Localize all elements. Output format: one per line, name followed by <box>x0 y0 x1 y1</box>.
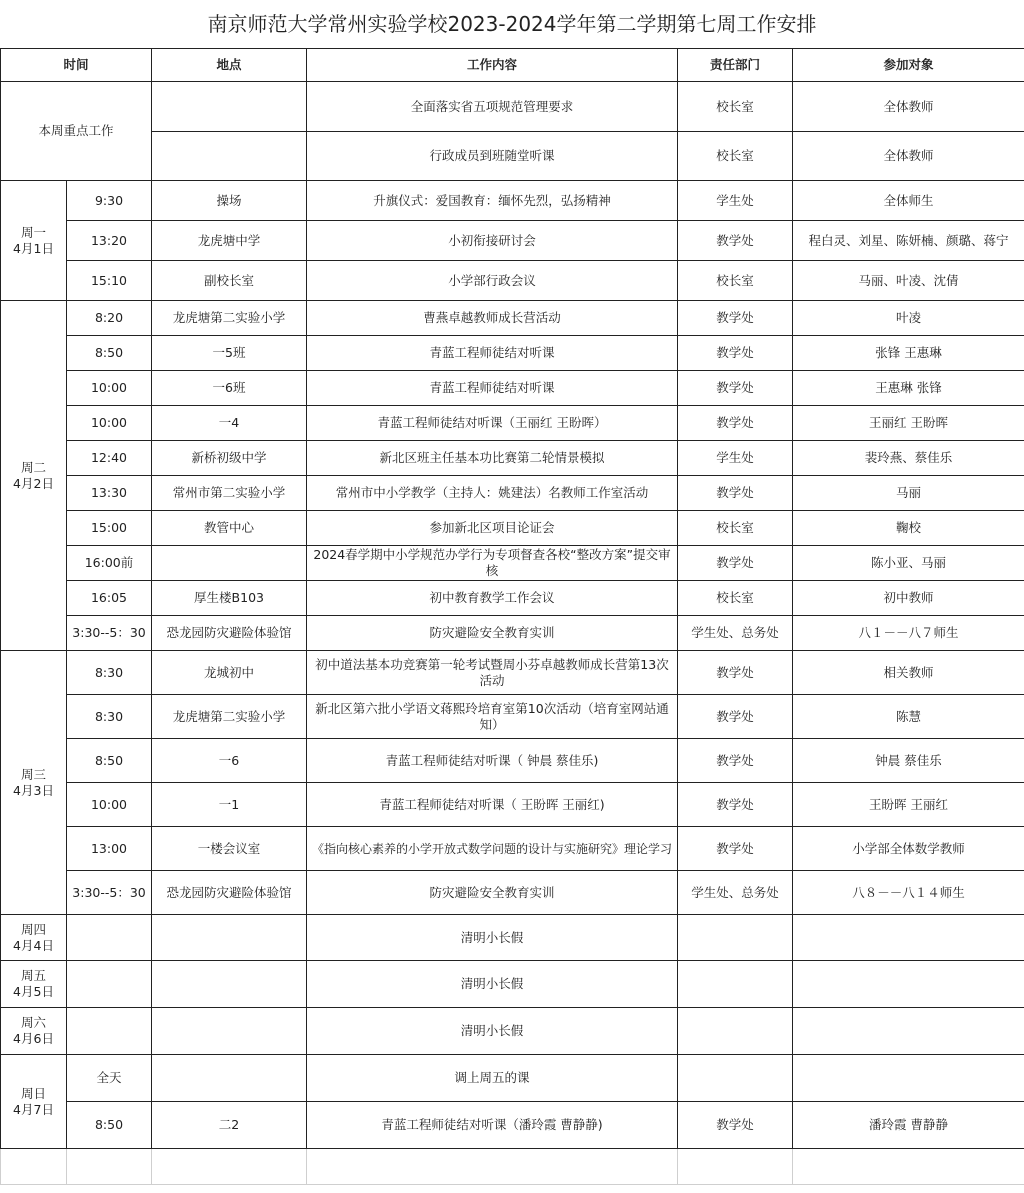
content-cell: 清明小长假 <box>307 915 678 961</box>
header-place: 地点 <box>152 49 307 82</box>
time-cell: 15:00 <box>67 511 152 546</box>
dept-cell: 教学处 <box>678 476 793 511</box>
place-cell: 龙虎塘第二实验小学 <box>152 695 307 739</box>
content-cell: 青蓝工程师徒结对听课 <box>307 336 678 371</box>
place-cell: 龙城初中 <box>152 651 307 695</box>
target-cell: 全体教师 <box>793 82 1024 132</box>
place-cell: 一楼会议室 <box>152 827 307 871</box>
target-cell: 小学部全体数学教师 <box>793 827 1024 871</box>
date: 4月6日 <box>13 1031 54 1046</box>
dept-cell: 教学处 <box>678 301 793 336</box>
empty-cell <box>152 1149 307 1185</box>
table-row <box>1 336 1024 371</box>
target-cell: 鞠校 <box>793 511 1024 546</box>
empty-cell <box>793 1149 1024 1185</box>
dept-cell: 校长室 <box>678 511 793 546</box>
table-row <box>1 871 1024 915</box>
target-cell: 马丽 <box>793 476 1024 511</box>
place-cell: 一4 <box>152 406 307 441</box>
table-row <box>1 476 1024 511</box>
table-row <box>1 961 1024 1008</box>
table-row <box>1 261 1024 301</box>
time-cell: 8:50 <box>67 336 152 371</box>
dept-cell: 教学处 <box>678 1102 793 1149</box>
time-cell <box>67 1008 152 1055</box>
table-row <box>1 511 1024 546</box>
target-cell: 王惠琳 张锋 <box>793 371 1024 406</box>
target-cell: 初中教师 <box>793 581 1024 616</box>
time-cell: 13:30 <box>67 476 152 511</box>
time-cell: 8:20 <box>67 301 152 336</box>
time-cell: 9:30 <box>67 181 152 221</box>
time-cell: 13:20 <box>67 221 152 261</box>
day-cell <box>1 651 67 915</box>
table-row <box>1 1102 1024 1149</box>
content-cell: 调上周五的课 <box>307 1055 678 1102</box>
day-cell <box>1 301 67 651</box>
time-cell: 16:00前 <box>67 546 152 581</box>
content-cell: 防灾避险安全教育实训 <box>307 871 678 915</box>
dept-cell: 校长室 <box>678 132 793 181</box>
table-row <box>1 181 1024 221</box>
content-cell: 小初衔接研讨会 <box>307 221 678 261</box>
dept-cell <box>678 915 793 961</box>
weekday: 周六 <box>20 1015 46 1030</box>
dept-cell: 学生处 <box>678 441 793 476</box>
table-row <box>1 132 1024 181</box>
dept-cell: 教学处 <box>678 546 793 581</box>
table-row <box>1 441 1024 476</box>
target-cell: 裴玲燕、蔡佳乐 <box>793 441 1024 476</box>
place-cell <box>152 915 307 961</box>
dept-cell: 教学处 <box>678 739 793 783</box>
header-dept: 责任部门 <box>678 49 793 82</box>
day-cell <box>1 915 67 961</box>
weekday: 周二 <box>20 459 46 475</box>
content-cell: 青蓝工程师徒结对听课（ 王盼晖 王丽红) <box>307 783 678 827</box>
time-cell: 15:10 <box>67 261 152 301</box>
table-row <box>1 616 1024 651</box>
table-row <box>1 406 1024 441</box>
target-cell: 八８－－八１４师生 <box>793 871 1024 915</box>
target-cell: 全体师生 <box>793 181 1024 221</box>
time-cell: 8:30 <box>67 695 152 739</box>
target-cell: 程白灵、刘星、陈妍楠、颜璐、蒋宁 <box>793 221 1024 261</box>
place-cell: 常州市第二实验小学 <box>152 476 307 511</box>
content-cell: 清明小长假 <box>307 1008 678 1055</box>
time-cell: 全天 <box>67 1055 152 1102</box>
dept-cell: 教学处 <box>678 695 793 739</box>
table-row <box>1 915 1024 961</box>
empty-cell <box>307 1149 678 1185</box>
place-cell: 一1 <box>152 783 307 827</box>
content-cell: 行政成员到班随堂听课 <box>307 132 678 181</box>
target-cell: 相关教师 <box>793 651 1024 695</box>
place-cell: 新桥初级中学 <box>152 441 307 476</box>
content-cell: 青蓝工程师徒结对听课（潘玲霞 曹静静) <box>307 1102 678 1149</box>
place-cell <box>152 132 307 181</box>
table-row <box>1 827 1024 871</box>
page-title: 南京师范大学常州实验学校2023-2024学年第二学期第七周工作安排 <box>207 12 817 36</box>
place-cell: 厚生楼B103 <box>152 581 307 616</box>
content-cell: 升旗仪式：爱国教育：缅怀先烈，弘扬精神 <box>307 181 678 221</box>
place-cell <box>152 1008 307 1055</box>
weekday: 周四 <box>20 921 46 937</box>
content-cell: 常州市中小学教学（主持人：姚建法）名教师工作室活动 <box>307 476 678 511</box>
dept-cell: 学生处、总务处 <box>678 616 793 651</box>
place-cell: 恐龙园防灾避险体验馆 <box>152 871 307 915</box>
place-cell: 一5班 <box>152 336 307 371</box>
time-cell: 8:50 <box>67 1102 152 1149</box>
target-cell: 全体教师 <box>793 132 1024 181</box>
dept-cell: 教学处 <box>678 827 793 871</box>
date: 4月3日 <box>13 782 54 798</box>
time-cell: 3:30--5：30 <box>67 616 152 651</box>
time-cell: 12:40 <box>67 441 152 476</box>
table-row <box>1 82 1024 132</box>
place-cell: 恐龙园防灾避险体验馆 <box>152 616 307 651</box>
time-cell: 13:00 <box>67 827 152 871</box>
dept-cell: 校长室 <box>678 82 793 132</box>
target-cell <box>793 1055 1024 1102</box>
dept-cell: 校长室 <box>678 581 793 616</box>
target-cell <box>793 1008 1024 1055</box>
date: 4月4日 <box>13 937 54 953</box>
table-row <box>1 739 1024 783</box>
header-target: 参加对象 <box>793 49 1024 82</box>
target-cell: 王丽红 王盼晖 <box>793 406 1024 441</box>
weekday: 周一 <box>20 224 46 240</box>
date: 4月1日 <box>13 240 54 256</box>
dept-cell <box>678 1008 793 1055</box>
content-cell: 初中教育教学工作会议 <box>307 581 678 616</box>
table-row <box>1 371 1024 406</box>
table-row <box>1 1055 1024 1102</box>
date: 4月2日 <box>13 475 54 491</box>
day-cell <box>1 181 67 301</box>
dept-cell: 校长室 <box>678 261 793 301</box>
content-cell: 青蓝工程师徒结对听课 <box>307 371 678 406</box>
target-cell: 王盼晖 王丽红 <box>793 783 1024 827</box>
time-cell: 10:00 <box>67 371 152 406</box>
target-cell: 钟晨 蔡佳乐 <box>793 739 1024 783</box>
content-cell: 参加新北区项目论证会 <box>307 511 678 546</box>
place-cell <box>152 546 307 581</box>
content-cell: 2024春学期中小学规范办学行为专项督查各校“整改方案”提交审核 <box>307 546 678 581</box>
place-cell <box>152 1055 307 1102</box>
dept-cell: 教学处 <box>678 336 793 371</box>
content-cell: 《指向核心素养的小学开放式数学问题的设计与实施研究》理论学习 <box>307 827 678 871</box>
content-cell: 全面落实省五项规范管理要求 <box>307 82 678 132</box>
dept-cell: 学生处、总务处 <box>678 871 793 915</box>
place-cell <box>152 961 307 1008</box>
place-cell: 教管中心 <box>152 511 307 546</box>
empty-cell <box>1 1149 67 1185</box>
target-cell <box>793 961 1024 1008</box>
target-cell: 张锋 王惠琳 <box>793 336 1024 371</box>
dept-cell: 教学处 <box>678 371 793 406</box>
place-cell: 龙虎塘第二实验小学 <box>152 301 307 336</box>
weekday: 周五 <box>20 968 46 983</box>
content-cell: 防灾避险安全教育实训 <box>307 616 678 651</box>
empty-cell <box>678 1149 793 1185</box>
dept-cell: 教学处 <box>678 221 793 261</box>
time-cell: 16:05 <box>67 581 152 616</box>
day-cell <box>1 1055 67 1149</box>
table-row <box>1 783 1024 827</box>
target-cell: 陈小亚、马丽 <box>793 546 1024 581</box>
dept-cell: 教学处 <box>678 783 793 827</box>
table-row <box>1 546 1024 581</box>
table-row <box>1 1008 1024 1055</box>
table-row <box>1 581 1024 616</box>
schedule-table <box>0 48 1024 1185</box>
table-row <box>1 651 1024 695</box>
dept-cell <box>678 961 793 1008</box>
place-cell: 副校长室 <box>152 261 307 301</box>
content-cell: 青蓝工程师徒结对听课（ 钟晨 蔡佳乐) <box>307 739 678 783</box>
dept-cell: 教学处 <box>678 651 793 695</box>
table-row <box>1 301 1024 336</box>
dept-cell: 教学处 <box>678 406 793 441</box>
weekday: 周日 <box>20 1085 46 1101</box>
weekday: 周三 <box>20 766 46 782</box>
table-row <box>1 695 1024 739</box>
table-row <box>1 1149 1024 1185</box>
target-cell: 马丽、叶凌、沈倩 <box>793 261 1024 301</box>
place-cell: 龙虎塘中学 <box>152 221 307 261</box>
content-cell: 新北区第六批小学语文蒋熙玲培育室第10次活动（培育室网站通知） <box>307 695 678 739</box>
dept-cell <box>678 1055 793 1102</box>
place-cell: 操场 <box>152 181 307 221</box>
day-cell <box>1 961 67 1008</box>
target-cell: 八１－－八７师生 <box>793 616 1024 651</box>
time-cell: 10:00 <box>67 406 152 441</box>
date: 4月5日 <box>13 984 54 999</box>
target-cell <box>793 915 1024 961</box>
header-row <box>1 49 1024 82</box>
content-cell: 曹燕卓越教师成长营活动 <box>307 301 678 336</box>
place-cell: 二2 <box>152 1102 307 1149</box>
dept-cell: 学生处 <box>678 181 793 221</box>
key-work-label: 本周重点工作 <box>1 82 152 181</box>
content-cell: 清明小长假 <box>307 961 678 1008</box>
header-content: 工作内容 <box>307 49 678 82</box>
time-cell: 8:30 <box>67 651 152 695</box>
place-cell: 一6 <box>152 739 307 783</box>
target-cell: 潘玲霞 曹静静 <box>793 1102 1024 1149</box>
content-cell: 初中道法基本功竞赛第一轮考试暨周小芬卓越教师成长营第13次活动 <box>307 651 678 695</box>
date: 4月7日 <box>13 1101 54 1117</box>
empty-cell <box>67 1149 152 1185</box>
time-cell: 3:30--5：30 <box>67 871 152 915</box>
target-cell: 陈慧 <box>793 695 1024 739</box>
day-cell <box>1 1008 67 1055</box>
content-cell: 青蓝工程师徒结对听课（王丽红 王盼晖） <box>307 406 678 441</box>
place-cell <box>152 82 307 132</box>
place-cell: 一6班 <box>152 371 307 406</box>
time-cell: 10:00 <box>67 783 152 827</box>
target-cell: 叶凌 <box>793 301 1024 336</box>
time-cell <box>67 915 152 961</box>
time-cell: 8:50 <box>67 739 152 783</box>
header-time: 时间 <box>1 49 152 82</box>
content-cell: 小学部行政会议 <box>307 261 678 301</box>
content-cell: 新北区班主任基本功比赛第二轮情景模拟 <box>307 441 678 476</box>
table-row <box>1 221 1024 261</box>
time-cell <box>67 961 152 1008</box>
